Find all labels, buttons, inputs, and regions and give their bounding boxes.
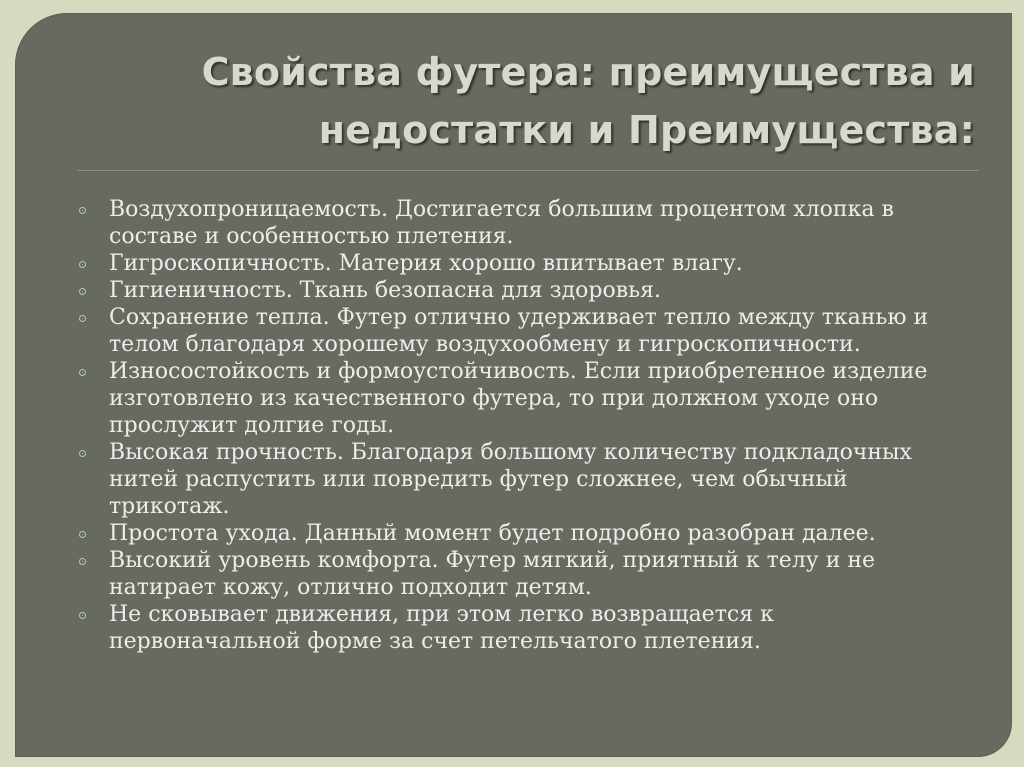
benefit-item-hygiene (79, 277, 969, 304)
ring-bullet-icon (79, 612, 86, 619)
slide-title (185, 43, 975, 159)
benefit-item-durability (79, 358, 969, 439)
ring-bullet-icon (79, 207, 86, 214)
benefit-item-hygroscopicity (79, 250, 969, 277)
ring-bullet-icon (79, 369, 86, 376)
benefit-text: Гигиеничность. Ткань безопасна для здоровья. (109, 278, 661, 303)
benefits-list (79, 196, 969, 655)
benefit-text: Простота ухода. Данный момент будет подробно разобран далее. (109, 521, 876, 546)
ring-bullet-icon (79, 261, 86, 268)
title-line-1: Свойства футера: преимущества и (201, 50, 975, 94)
benefit-item-warmth (79, 304, 969, 358)
slide-panel (15, 13, 1012, 757)
benefit-text: Воздухопроницаемость. Достигается большим процентом хлопка в составе и особенностью плетения. (109, 197, 894, 249)
title-divider (77, 170, 979, 171)
benefit-item-strength (79, 439, 969, 520)
ring-bullet-icon (79, 315, 86, 322)
ring-bullet-icon (79, 450, 86, 457)
benefit-text: Высокая прочность. Благодаря большому количеству подкладочных нитей распустить или повредить футер сложнее, чем обычный трикотаж. (109, 440, 912, 519)
benefit-item-breathability (79, 196, 969, 250)
benefit-item-easy-care (79, 520, 969, 547)
benefit-text: Высокий уровень комфорта. Футер мягкий, приятный к телу и не натирает кожу, отлично подходит детям. (109, 548, 876, 600)
benefit-text: Гигроскопичность. Материя хорошо впитывает влагу. (109, 251, 743, 276)
benefit-text: Износостойкость и формоустойчивость. Если приобретенное изделие изготовлено из качественного футера, то при должном уходе оно прослужит долгие годы. (109, 359, 928, 438)
benefit-text: Сохранение тепла. Футер отлично удерживает тепло между тканью и телом благодаря хорошему воздухообмену и гигроскопичности. (109, 305, 929, 357)
benefit-item-comfort (79, 547, 969, 601)
benefit-text: Не сковывает движения, при этом легко возвращается к первоначальной форме за счет петельчатого плетения. (109, 602, 774, 654)
ring-bullet-icon (79, 531, 86, 538)
ring-bullet-icon (79, 558, 86, 565)
ring-bullet-icon (79, 288, 86, 295)
benefit-item-freedom-of-movement (79, 601, 969, 655)
title-line-2: недостатки и Преимущества: (318, 108, 975, 152)
